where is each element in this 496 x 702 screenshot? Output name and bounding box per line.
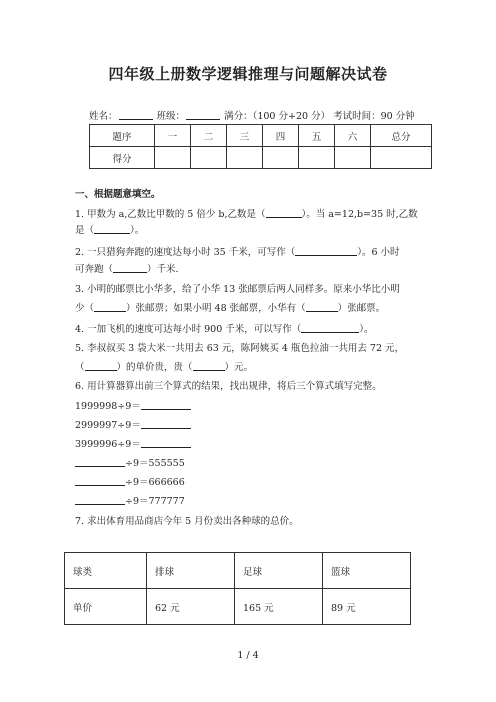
q2-text: 2. 一只猎狗奔跑的速度达每小时 35 千米，可写作（: [75, 247, 296, 258]
question-4: [75, 323, 374, 336]
q3-text: 3. 小明的邮票比小华多，给了小华 13 张邮票后两人同样多。原来小华比小明: [75, 284, 400, 295]
name-label: 姓名：: [89, 111, 118, 122]
question-7: 7. 求出体育用品商店今年 5 月份卖出各种球的总价。: [75, 516, 299, 527]
answer-blank[interactable]: [306, 302, 338, 312]
answer-blank[interactable]: [75, 476, 125, 486]
ball-header-cell: 足球: [235, 553, 323, 589]
full-score: 满分：（100 分+20 分）: [224, 111, 331, 122]
answer-blank[interactable]: [193, 361, 225, 371]
question-1-line-1: [75, 208, 418, 221]
score-cell[interactable]: [155, 147, 191, 169]
score-header-cell: 六: [335, 125, 371, 147]
q1-text: ）。当 a=12,b=35 时,乙数: [301, 209, 418, 220]
equation-text: 2999997÷9＝: [75, 420, 141, 431]
q3-text: ）张邮票；如果小明 48 张邮票，小华有（: [126, 303, 306, 314]
equation-row: [75, 400, 191, 413]
q5-text: （: [75, 362, 85, 373]
answer-blank[interactable]: [266, 208, 302, 218]
answer-blank[interactable]: [94, 302, 126, 312]
score-table: [89, 124, 432, 169]
answer-blank[interactable]: [75, 457, 125, 467]
equation-row: [75, 495, 185, 508]
equation-text: 3999996÷9＝: [75, 439, 141, 450]
score-header-row: [90, 125, 432, 147]
equation-row: [75, 419, 191, 432]
class-label: 班级：: [156, 111, 186, 122]
question-1-line-2: [75, 224, 144, 237]
exam-time: 考试时间：90 分钟: [333, 111, 415, 122]
name-blank[interactable]: [119, 110, 153, 120]
score-header-cell: 题序: [90, 125, 155, 147]
ball-price-cell: 89 元: [323, 589, 411, 625]
question-2-line-1: [75, 246, 400, 259]
ball-header-cell: 球类: [65, 553, 147, 589]
q3-text: 少（: [75, 303, 95, 314]
q5-text: ）元。: [224, 362, 254, 373]
score-header-cell: 三: [227, 125, 263, 147]
ball-price-cell: 单价: [65, 589, 147, 625]
equation-row: [75, 457, 185, 470]
answer-blank[interactable]: [141, 400, 191, 410]
page-number: 1 / 4: [237, 650, 259, 661]
ball-price-cell: 165 元: [235, 589, 323, 625]
page-title: 四年级上册数学逻辑推理与问题解决试卷: [108, 65, 388, 83]
score-header-cell: 总分: [371, 125, 432, 147]
ball-header-cell: 篮球: [323, 553, 411, 589]
score-header-cell: 二: [191, 125, 227, 147]
answer-blank[interactable]: [295, 246, 357, 256]
question-3-line-2: [75, 302, 385, 315]
q5-text: ）的单价贵，贵（: [116, 362, 193, 373]
score-cell[interactable]: [191, 147, 227, 169]
q4-text: 4. 一加飞机的速度可达每小时 900 千米，可以写作（: [75, 324, 302, 335]
ball-header-row: [65, 553, 411, 589]
score-cell[interactable]: [299, 147, 335, 169]
question-5-line-1: [75, 343, 404, 355]
equation-text: ÷9＝666666: [125, 477, 185, 488]
q1-text: ）。: [130, 225, 145, 236]
q5-text: 5. 李叔叔买 3 袋大米一共用去 63 元，陈阿姨买 4 瓶色拉油一共用去 72 元，: [75, 343, 405, 354]
answer-blank[interactable]: [301, 323, 359, 333]
answer-blank[interactable]: [141, 438, 191, 448]
ball-price-cell: 62 元: [147, 589, 235, 625]
equation-text: 1999998÷9＝: [75, 401, 141, 412]
ball-price-row: [65, 589, 411, 625]
equation-row: [75, 476, 185, 489]
ball-price-table: [64, 552, 411, 625]
answer-blank[interactable]: [141, 419, 191, 429]
score-cell[interactable]: [227, 147, 263, 169]
score-cell[interactable]: [371, 147, 432, 169]
score-header-cell: 五: [299, 125, 335, 147]
q1-text: 是（: [75, 225, 95, 236]
q2-text: 可奔跑（: [75, 264, 114, 275]
score-cell[interactable]: [263, 147, 299, 169]
score-value-row: [90, 147, 432, 169]
question-3-line-1: [75, 284, 400, 296]
q2-text: ）千米.: [147, 264, 179, 275]
score-row-label: 得分: [90, 147, 155, 169]
score-header-cell: 一: [155, 125, 191, 147]
section-heading: 一、根据题意填空。: [75, 189, 161, 200]
exam-meta: [89, 108, 415, 122]
ball-header-cell: 排球: [147, 553, 235, 589]
question-2-line-2: [75, 263, 179, 276]
question-5-line-2: [75, 361, 253, 374]
score-header-cell: 四: [263, 125, 299, 147]
q1-text: 1. 甲数为 a,乙数比甲数的 5 倍少 b,乙数是（: [75, 209, 266, 220]
q2-text: ）。6 小时: [357, 247, 400, 258]
answer-blank[interactable]: [75, 495, 125, 505]
q3-text: ）张邮票。: [337, 303, 386, 314]
question-6: 6. 用计算器算出前三个算式的结果，找出规律，将后三个算式填写完整。: [75, 381, 382, 392]
equation-text: ÷9＝555555: [125, 458, 185, 469]
score-cell[interactable]: [335, 147, 371, 169]
equation-text: ÷9＝777777: [125, 496, 185, 507]
q4-text: ）。: [359, 324, 374, 335]
answer-blank[interactable]: [94, 224, 130, 234]
answer-blank[interactable]: [113, 263, 147, 273]
class-blank[interactable]: [186, 110, 220, 120]
answer-blank[interactable]: [85, 361, 117, 371]
equation-row: [75, 438, 191, 451]
